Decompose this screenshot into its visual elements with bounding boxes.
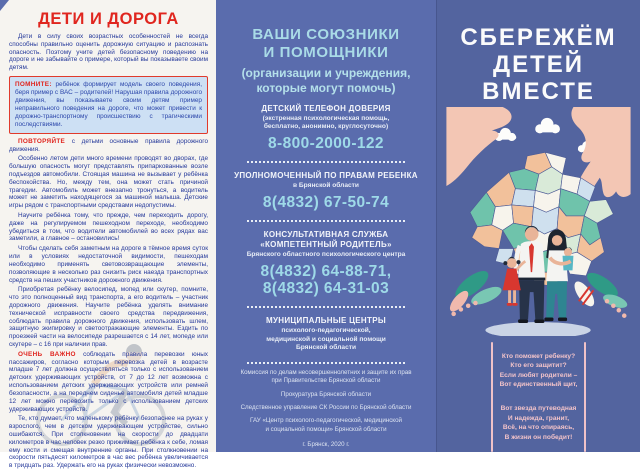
paragraph-crossing: Научите ребёнка тому, что прежде, чем переходить дорогу, даже на регулируемом пешеходном переходе, необходимо убедиться в том, что водители автомобилей во всех рядах вас заметили, а главное – остановились!: [9, 212, 208, 243]
remember-box: [9, 76, 208, 134]
poem-text: [500, 342, 578, 452]
footer-org-commission: Комиссия по делам несовершеннолетних и защите их прав при Правительстве Брянской области: [240, 369, 412, 385]
footer-org-investigative: Следственное управление СК России по Брянской области: [240, 404, 412, 412]
contact-title: УПОЛНОМОЧЕННЫЙ ПО ПРАВАМ РЕБЕНКА: [234, 171, 418, 181]
right-panel-title: СБЕРЕЖЁМ ДЕТЕЙ ВМЕСТЕ: [460, 24, 617, 106]
paragraph-repeat: [9, 138, 208, 154]
paragraph-bicycle: Приобретая ребёнку велосипед, мопед или скутер, помните, что это полноценный вид транспорта, а его водитель – участник дорожного движения. Научите ребёнка уделять внимание технической исправности своего средства передвижения, соблюдать правила дорожного движения, использовать шлем, защитную экипировку и светоотражающие элементы. Ездить по проезжей части на велосипеде разрешается с 14 лет, мопеде или скутере – с 16 при наличии прав.: [9, 286, 208, 348]
contact-title: ДЕТСКИЙ ТЕЛЕФОН ДОВЕРИЯ: [261, 103, 391, 113]
panel-save-children-together: [437, 0, 640, 452]
contact-subtitle: в Брянской области: [293, 182, 359, 190]
contact-subtitle: психолого-педагогической, медицинской и социальной помощи Брянской области: [266, 327, 386, 352]
panel-allies-helpers: [216, 0, 437, 452]
contact-title: МУНИЦИПАЛЬНЫЕ ЦЕНТРЫ: [266, 316, 386, 326]
protective-hands-over-region-illustration: [437, 107, 640, 336]
contact-helpline: [226, 104, 426, 152]
middle-panel-subheading: (организации и учреждения, которые могут помочь): [241, 66, 411, 95]
poem-side-bar: [491, 342, 493, 452]
footer-org-center: ГАУ «Центр психолого-педагогической, медицинской и социальной помощи» Брянской области: [250, 417, 402, 433]
repeat-lead: ПОВТОРЯЙТЕ: [18, 137, 66, 145]
contact-subtitle: (экстренная психологическая помощь, бесплатно, анонимно, круглосуточно): [262, 114, 390, 131]
dotted-divider: [247, 220, 405, 222]
intro-paragraph: Дети в силу своих возрастных особенностей не всегда способны правильно оценить дорожную ситуацию и распознать опасность. Поэтому учите детей безопасному поведению на дороге и не забывайте о примере, который вы показываете своим детям.: [9, 33, 208, 72]
poem-block: [491, 342, 587, 452]
poem-side-bar: [584, 342, 586, 452]
dotted-divider: [247, 306, 405, 308]
contact-consulting-service: [226, 230, 426, 297]
dotted-divider: [247, 161, 405, 163]
paragraph-collision: Те, кто думает, что маленькому ребёнку безопаснее на руках у взрослого, чем в детском удерживающем устройстве, сильно ошибаются. При столкновении на скорости до двадцати километров в час человек резко прижимает ребёнка к себе, ломая ему кости и смещая внутренние органы. При столкновении на скорости пятьдесят километров в час вес ребёнка увеличивается в тридцать раз. Удержать его на руках физически невозможно.: [9, 415, 208, 470]
middle-panel-heading: ВАШИ СОЮЗНИКИ И ПОМОЩНИКИ: [252, 26, 400, 61]
poem-stanza-2: Вот звезда путеводная И надежда, гранит, Всё, на что опираясь, В жизни он победит!: [500, 405, 577, 441]
important-lead: ОЧЕНЬ ВАЖНО: [18, 350, 76, 358]
contact-subtitle: Брянского областного психологического центра: [246, 251, 406, 259]
corner-fold-decoration: [0, 0, 9, 11]
contact-municipal-centers: [226, 316, 426, 353]
paragraph-reflectors: Чтобы сделать себя заметным на дороге в тёмное время суток или в условиях недостаточной видимости, пешеходам необходимо применять световозвращающие элементы, позволяющие в несколько раз снизить риск наезда транспортных средств на пеших участников дорожного движения.: [9, 245, 208, 284]
remember-label: ПОМНИТЕ:: [15, 81, 52, 89]
contact-phone-number: 8(4832) 67-50-74: [262, 193, 390, 211]
contact-ombudsman: [226, 171, 426, 211]
paragraph-yards: Особенно летом дети много времени проводят во дворах, где большую опасность могут представлять припаркованные возле подъездов автомобили. Стоящая машина не вызывает у ребёнка беспокойства. Но, между тем, она может стать причиной трагедии. Автомобиль может внезапно тронуться, а водитель может не заметить находящегося за машиной малыша. Детские игры рядом с транспортными средствами недопустимы.: [9, 155, 208, 210]
contact-phone-number: 8-800-2000-122: [268, 134, 384, 152]
footer-city-year: г. Брянск, 2020 г.: [302, 441, 350, 449]
paragraph-child-seats: [9, 351, 208, 414]
contact-title: КОНСУЛЬТАТИВНАЯ СЛУЖБА «КОМПЕТЕНТНЫЙ РОДИТЕЛЬ»: [260, 230, 392, 250]
footer-org-prosecutor: Прокуратура Брянской области: [280, 390, 372, 398]
left-panel-title: ДЕТИ И ДОРОГА: [38, 10, 179, 28]
contact-phone-number: 8(4832) 64-88-71, 8(4832) 64-31-03: [260, 262, 392, 297]
repeat-text: с детьми основные правила дорожного движения.: [9, 137, 208, 153]
dotted-divider: [247, 362, 405, 364]
important-text: соблюдать правила перевозки юных пассажиров, согласно которым перевозка детей в возрасте младше 7 лет должна осуществляться только с использованием детских удерживающих устройств, от 7 до 12 лет возможна с использованием детских удерживающих устройств или ремней безопасности, а на переднем сиденье автомобиля детей младше 12 лет можно перевозить только с использованием детских удерживающих устройств.: [9, 350, 209, 413]
panel-children-and-road: [0, 0, 216, 470]
remember-text: ребёнок формирует модель своего поведения, беря пример с ВАС – родителей! Нарушая правила дорожного движения, вы показываете своим детям пример неправильного поведения на дороге, что может привести к дорожно-транспортному происшествию с трагическими последствиями.: [15, 81, 202, 128]
poem-stanza-1: Кто поможет ребенку? Кто его защитит? Если любят родители – Вот единственный щит,: [499, 352, 578, 389]
